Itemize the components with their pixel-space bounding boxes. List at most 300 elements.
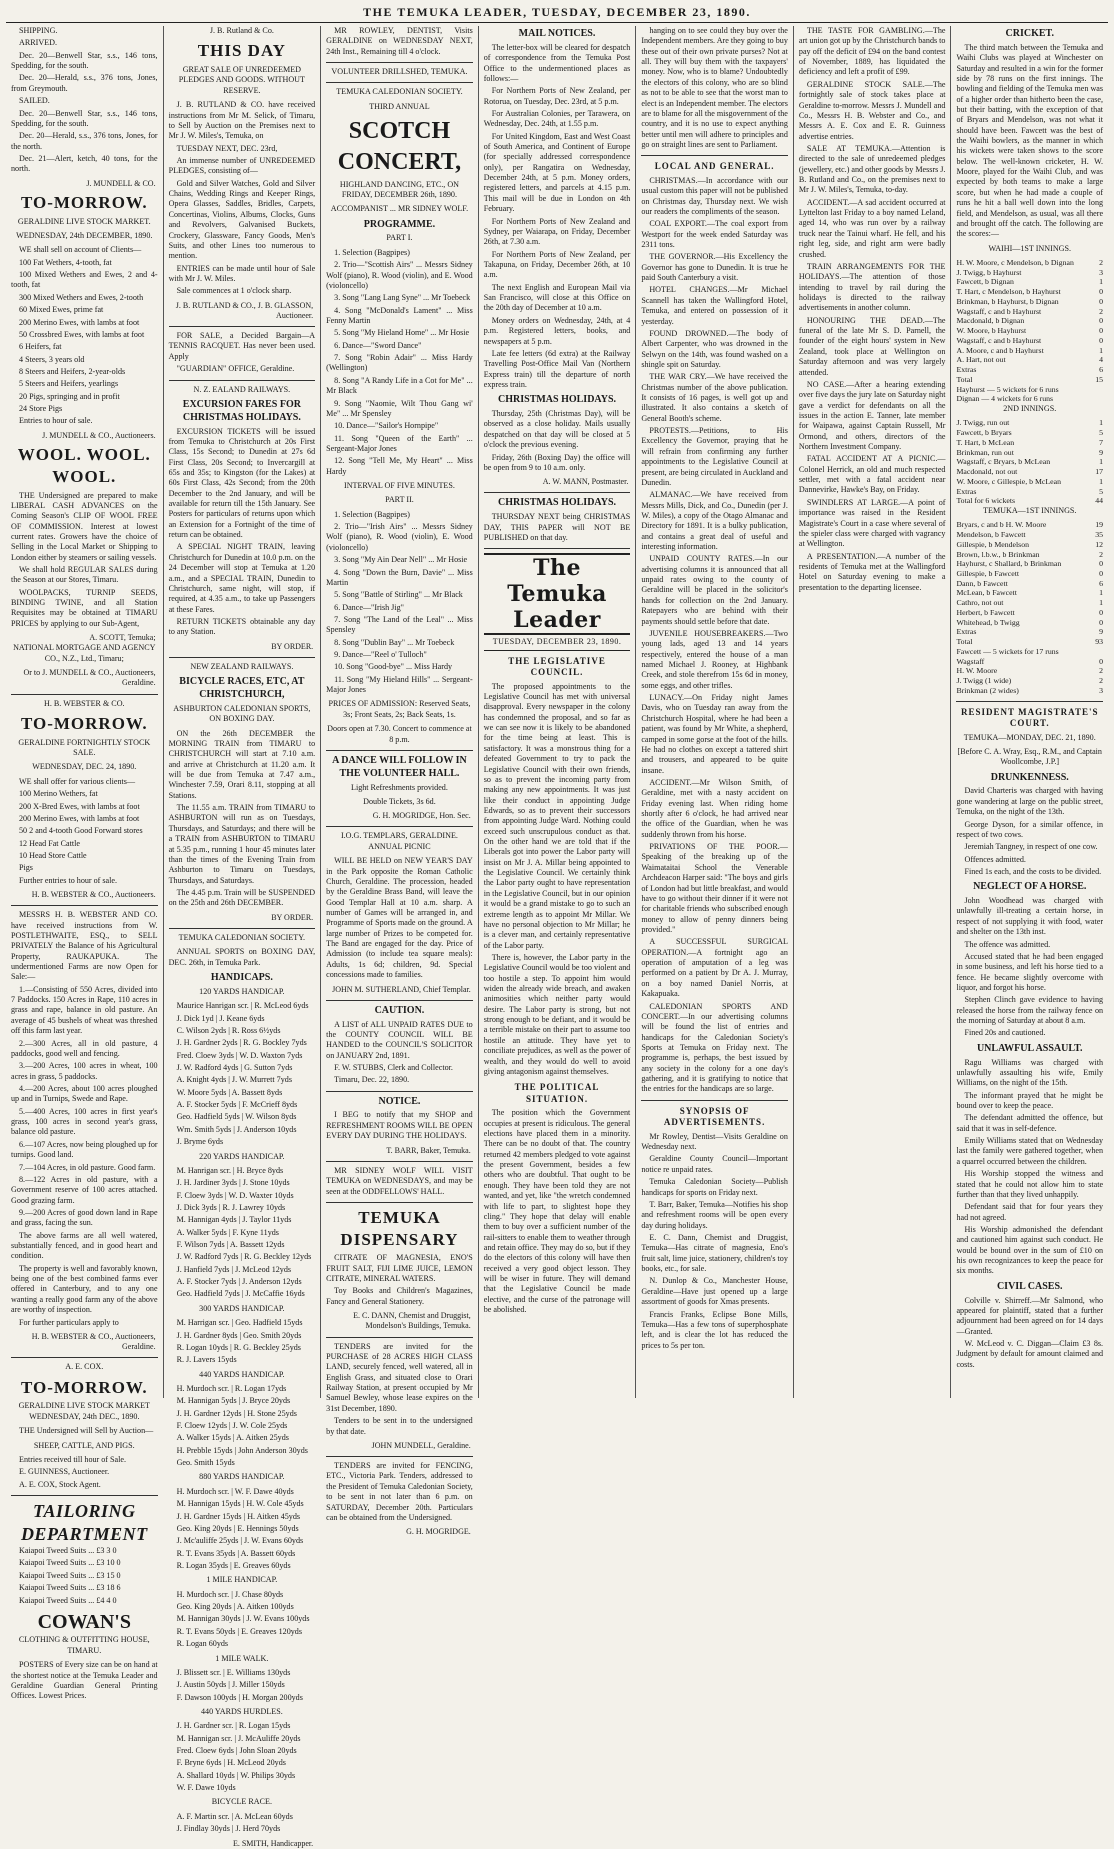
score-row (956, 268, 1103, 278)
score-row (956, 365, 1103, 375)
signature: H. B. WEBSTER & CO., Auctioneers, Geraldine. (31, 1331, 156, 1352)
divider-rule (326, 1091, 473, 1092)
score-row (956, 530, 1103, 540)
column-7 (951, 26, 1108, 1398)
paragraph: 3. Song "Lang Lang Syne" ... Mr Toebeck (334, 293, 471, 303)
score-row (956, 477, 1103, 487)
paragraph: ENTRIES can be made until hour of Sale with Mr J. W. Miles. (168, 263, 316, 283)
score-row (956, 637, 1103, 647)
divider-rule (11, 694, 158, 695)
runs: 35 (1095, 530, 1104, 540)
runs: 0 (1099, 326, 1104, 336)
divider-rule (11, 1357, 158, 1358)
paragraph: For Northern Ports of New Zealand, per Rotorua, on Tuesday, Dec. 23rd, at 5 p.m. (483, 86, 631, 106)
batsman: Macdonald, b Dignan (956, 316, 1025, 326)
paragraph: M. Hanrigan scr. | H. Bryce 8yds (176, 1165, 284, 1175)
text-block (169, 947, 316, 968)
batsman: Total for 6 wickets (956, 496, 1016, 506)
runs: 2 (1099, 666, 1104, 676)
paragraph: The property is well and favorably known, being one of the best combined farms ever offered in Canterbury, and to any one wanting a really good farm any of the above are worthy of inspection. (11, 1263, 158, 1315)
paragraph: Timaru, Dec. 22, 1890. (334, 1075, 410, 1085)
score-table (956, 418, 1103, 506)
centered-line: J. B. Rutland & Co. (209, 26, 274, 35)
paragraph: 4 Steers, 3 years old (19, 354, 85, 364)
divider-rule (326, 82, 473, 83)
paragraph: R. Logan 10yds | R. G. Beckley 25yds (176, 1342, 301, 1352)
centered-line: A. E. COX. (65, 1362, 104, 1372)
centered-line: PRICES OF ADMISSION: Reserved Seats, 3s; Front Seats, 2s; Back Seats, 1s. (328, 699, 471, 719)
paragraph: J. Mc'auliffe 25yds | J. W. Evans 60yds (176, 1536, 304, 1546)
paragraph: 5. Song "Battle of Stirling" ... Mr Black (334, 590, 463, 600)
paragraph: The third match between the Temuka and Waihi Clubs was played at Winchester on Saturday and resulted in a win for the former side by 78 runs on the first innings. The bowling and fielding of the Temuka men was of a higher order than hitherto been the case, but their batting, with the exception of that of Bryars and Mendelson, was not what it should have been. Fawcett was the best of the Waihi bowlers, as the manner in which his wickets were taken shows to the score below. The well-known cricketer, H. W. Moore, played for the Waihi Club, and was expected by both teams to make a large score, but when he had made a couple of runs he hit a ball well down into the long field, and Mendelson, as usual, was all there and brought off the catch. The following are the scores:— (956, 42, 1104, 239)
paragraph: ALMANAC.—We have received from Messrs Mills, Dick, and Co., Dunedin (per J. W. Miles), a copy of the Otago Almanac and Directory for 1891. It is a bulky publication, and contains a great deal of useful and interesting information. (641, 490, 788, 552)
paragraph: 24 Store Pigs (19, 404, 63, 414)
paragraph: Ragu Williams was charged with unlawfully assaulting his wife, Emily Williams, on the night of the 15th. (956, 1057, 1104, 1088)
section-heading: A DANCE WILL FOLLOW IN THE VOLUNTEER HALL. (332, 754, 467, 779)
score-row (956, 657, 1103, 667)
text-block (11, 245, 158, 426)
batsman: Brown, l.b.w., b Brinkman (956, 549, 1040, 559)
paragraph: A SUCCESSFUL SURGICAL OPERATION.—A fortnight ago an operation of amputation of a leg was performed on a patient by Dr A. J. Murray, on a boy named Daniel Norris, at Kakapuaka. (641, 937, 788, 999)
centered-line: GREAT SALE OF UNREDEEMED PLEDGES AND GOODS. WITHOUT RESERVE. (178, 65, 305, 95)
text-block (956, 43, 1103, 240)
text-block (326, 26, 473, 57)
text-block (169, 1721, 316, 1793)
paragraph: There is, however, the Labor party in the Legislative Council would be too violent and too hostile a step. To appoint him would widen the already wide breach, and awaken animosities which neither party would desire. The Labor party is strong, but not strong enough to be defiant, and it would be a terrible mistake on their part to assume too hostile an attitude. They have yet to conciliate prejudices, as well as the power of wealth, and they would do well to avoid giving antagonism against themselves. (483, 952, 631, 1076)
ad-heading: THIS DAY (197, 41, 286, 61)
paragraph: The defendant admitted the offence, but said that it was in self-defence. (956, 1113, 1104, 1133)
paragraph: Jeremiah Tangney, in respect of one cow. (964, 842, 1098, 852)
paragraph: Money orders on Wednesday, 24th, at 4 p.m. Registered letters, books, and newspapers at 5 p.m. (483, 315, 631, 346)
article-title: RESIDENT MAGISTRATE'S COURT. (961, 706, 1099, 729)
paragraph: LUNACY.—On Friday night James Davis, who on Tuesday ran away from the Christchurch Hospital, where he had been a patient, was found by Mr White, a shepherd, camped in some gorse at the foot of the hills. He had no clothes on except a tattered shirt and trousers, and appeared to be quite insane. (641, 693, 788, 775)
paragraph: M. Hannigan 15yds | H. W. Cole 45yds (176, 1499, 304, 1509)
paragraph: A SPECIAL NIGHT TRAIN, leaving Christchurch for Dunedin at 10.0 p.m. on the 24 December will stop at Temuka at 1.20 a.m., and a SPECIAL TRAIN, Dunedin to Christchurch, same night, will stop, if required, at 4.35 a.m., to take up Passengers at these Fares. (168, 542, 316, 614)
runs: 1 (1099, 457, 1104, 467)
batsman: H. W. Moore, c Mendelson, b Dignan (956, 257, 1074, 267)
paragraph: 9.—200 Acres of good down land in Rape and grass, facing the sun. (11, 1207, 158, 1228)
signature: G. H. MOGRIDGE. (406, 1527, 471, 1537)
paragraph: The next English and European Mail via San Francisco, will close at this Office on the 20th day of December at 10 a.m. (483, 282, 631, 313)
ad-heading: TO-MORROW. (20, 713, 148, 733)
score-row (956, 448, 1103, 458)
text-block (326, 248, 473, 477)
text-block (641, 1132, 788, 1351)
runs: 3 (1099, 267, 1104, 277)
batsman: Dignan — 4 wickets for 6 runs (956, 394, 1054, 404)
signature: E. SMITH, Handicapper. (232, 1838, 314, 1848)
paragraph: R. T. Evans 50yds | E. Greaves 120yds (176, 1626, 302, 1636)
batsman: McLean, b Fawcett (956, 588, 1017, 598)
text-block (169, 1812, 316, 1835)
paragraph: TENDERS are invited for FENCING, ETC., Victoria Park. Tenders, addressed to the President of Temuka Caledonian Society, to be sent in not later than 6 p.m. on SATURDAY, December 20th. Particulars can be obtained from the Undersigned. (326, 1461, 473, 1522)
section-heading: CHRISTMAS HOLIDAYS. (498, 394, 617, 406)
paragraph: H. Murdoch scr. | J. Chase 80yds (176, 1589, 284, 1599)
paragraph: Fred. Cloew 3yds | W. D. Waxton 7yds (176, 1050, 303, 1060)
paragraph: J. H. Gardner 8yds | Geo. Smith 20yds (176, 1330, 302, 1340)
paragraph: 1.—Consisting of 550 Acres, divided into 7 Paddocks. 150 Acres in Rape, 110 acres in grass and rape, balance in old pasture. An average of 45 bushels of wheat was threshed off this farm last year. (11, 984, 158, 1036)
paragraph: THE Undersigned are prepared to make LIBERAL CASH ADVANCES on the Coming Season's CLIP OF WOOL FREE OF COMMISSION. Interest at lowest current rates. Growers have the choice of Selling in the Local Market or Shipping to London either by steamers or sailing vessels. (11, 490, 158, 562)
paragraph: 100 Fat Wethers, 4-tooth, fat (19, 257, 112, 267)
text-block (11, 1546, 158, 1606)
paragraph: MR SIDNEY WOLF WILL VISIT TEMUKA on WEDNESDAYS, and may be seen at the ODDFELLOWS' HALL. (326, 1165, 473, 1196)
paragraph: 9. Song "Naomie, Wilt Thou Gang wi' Me" ... Mr Spensley (326, 398, 473, 418)
ad-heading: TO-MORROW. (20, 1377, 148, 1397)
paragraph: J. Dick 1yd | J. Keane 6yds (176, 1013, 265, 1023)
paragraph: J. Austin 50yds | J. Miller 150yds (176, 1680, 285, 1690)
paragraph: 4. Song "Down the Burn, Davie" ... Miss Martin (326, 567, 473, 587)
text-block (799, 26, 946, 593)
score-row (956, 316, 1103, 326)
score-row (956, 550, 1103, 560)
cowans-heading: COWAN'S (37, 1610, 131, 1633)
centered-line: WAIHI—1ST INNINGS. (988, 243, 1072, 253)
text-block (641, 176, 788, 1095)
score-row (956, 559, 1103, 569)
score-row (956, 394, 1103, 404)
paragraph: N. Dunlop & Co., Manchester House, Geraldine—Have just opened up a large assortment of goods for Xmas presents. (641, 1276, 788, 1307)
paragraph: The letter-box will be cleared for despatch of correspondence from the Temuka Post Office to the undermentioned places as follows:— (483, 42, 631, 83)
score-row (956, 438, 1103, 448)
paragraph: Accused stated that he had been engaged in some business, and left his horse tied to a fence. He became slightly overcome with liquor, and forgot his horse. (956, 951, 1104, 992)
centered-line: Doors open at 7.30. Concert to commence at 8 p.m. (327, 724, 472, 744)
text-block (11, 1660, 158, 1701)
paragraph: For United Kingdom, East and West Coast of South America, and Continent of Europe (for specially addressed correspondence only), per Rangatira on Wednesday, December 24th, at 5 p.m. Money orders, registered letters, and parcels at 4.15 p.m. This mail will be due in London on 4th February. (483, 131, 631, 214)
text-block (169, 1384, 316, 1469)
paragraph: A. Shallard 10yds | W. Philips 30yds (176, 1770, 296, 1780)
paragraph: Further entries to hour of sale. (19, 875, 117, 885)
paragraph: For Australian Colonies, per Tarawera, on Wednesday, Dec. 24th, at 1.55 p.m. (483, 108, 631, 129)
runs: 9 (1099, 447, 1104, 457)
batsman: A. Moore, c and b Hayhurst (956, 345, 1044, 355)
section-heading: MAIL NOTICES. (518, 28, 596, 39)
paragraph: H. Murdoch scr. | W. F. Dawe 40yds (176, 1486, 294, 1496)
score-row (956, 307, 1103, 317)
runs: 1 (1099, 476, 1104, 486)
batsman: J. Twigg (1 wide) (956, 676, 1012, 686)
text-block (11, 1426, 158, 1436)
paragraph: For Northern Ports of New Zealand and Sydney, per Waiarapa, on Friday, December 26th, at 7.30 a.m. (483, 216, 631, 247)
score-row (956, 355, 1103, 365)
paragraph: The 11.55 a.m. TRAIN from TIMARU to ASHBURTON will run as on Tuesdays, Thursdays, and Saturdays; and there will be a TRAIN from ASHBURTON to TIMARU at 5.35 p.m., running 1 hour 45 minutes later than the times of the Evening Train from Ashburton to Timaru on Tuesdays, Thursdays, and Saturdays. (168, 803, 316, 885)
centered-line: H. B. WEBSTER & CO. (44, 698, 125, 708)
paragraph: TUESDAY NEXT, DEC. 23rd, (176, 143, 278, 153)
paragraph: M. Harrigan scr. | Geo. Hadfield 15yds (176, 1318, 303, 1328)
section-heading: NEGLECT OF A HORSE. (973, 881, 1087, 893)
batsman: Total (956, 374, 973, 384)
divider-rule (326, 1337, 473, 1338)
paragraph: 5.—400 Acres, 100 acres in first year's grass, 100 acres in second year's grass, balance old pasture. (11, 1106, 158, 1137)
signature: A. W. MANN, Postmaster. (542, 477, 629, 487)
tailoring-heading: TAILORING DEPARTMENT (20, 1501, 148, 1545)
centered-line: 440 YARDS HANDICAP. (199, 1369, 285, 1379)
runs: 3 (1099, 685, 1104, 695)
runs: 12 (1095, 539, 1104, 549)
batsman: Wagstaff, c and b Hayhurst (956, 335, 1042, 345)
score-row (956, 627, 1103, 637)
signature: A. SCOTT, Temuka; (89, 633, 156, 643)
runs (1081, 385, 1103, 395)
paragraph: J. Blissett scr. | E. Williams 130yds (176, 1667, 291, 1677)
centered-line: NATIONAL MORTGAGE AND AGENCY CO., N.Z., Ltd., Timaru; (13, 643, 156, 663)
section-heading: HANDICAPS. (210, 972, 273, 984)
score-row (956, 487, 1103, 497)
score-row (956, 258, 1103, 268)
batsman: Extras (956, 365, 977, 375)
paragraph: ON the 26th DECEMBER the MORNING TRAIN from TIMARU to CHRISTCHURCH will start at 7.10 a.m. and arrive at Christchurch at 11.20 a.m. It will be due from Temuka at 7.47 a.m., Winchester 7.59, Orari 8.11, stopping at all Stations. (168, 728, 316, 800)
runs: 17 (1095, 467, 1104, 477)
article-title: THE POLITICAL SITUATION. (514, 1082, 600, 1104)
paragraph: 60 Mixed Ewes, prime fat (19, 305, 104, 315)
paragraph: Emily Williams stated that on Wednesday last the family were gathered together, when a quarrel occurred between the children. (956, 1136, 1104, 1166)
text-block (169, 1487, 316, 1572)
text-block (326, 1166, 473, 1197)
newspaper-title: The Temuka Leader (484, 553, 631, 635)
section-heading: DRUNKENNESS. (990, 771, 1069, 783)
score-row (956, 326, 1103, 336)
paragraph: 100 Merino Wethers, fat (19, 789, 98, 799)
text-block (326, 1342, 473, 1437)
batsman: A. Hart, not out (956, 355, 1006, 365)
paragraph: R. J. Lavers 15yds (176, 1355, 237, 1365)
paragraph: C. Wilson 2yds | R. Ross 6½yds (176, 1025, 281, 1035)
centered-line: CLOTHING & OUTFITTING HOUSE, TIMARU. (18, 1635, 150, 1655)
runs: 6 (1099, 365, 1104, 375)
text-block (169, 729, 316, 909)
batsman: Cathro, not out (956, 598, 1004, 608)
paragraph: George Dyson, for a similar offence, in respect of two cows. (956, 819, 1104, 839)
paragraph: A. Knight 4yds | J. W. Murrett 7yds (176, 1075, 292, 1085)
runs: 2 (1099, 549, 1104, 559)
centered-line: Double Tickets, 3s 6d. (363, 796, 436, 806)
paragraph: POSTERS of Every size can be on hand at the shortest notice at the Temuka Leader and Geraldine Guardian General Printing Offices. Lowest Prices. (11, 1660, 158, 1701)
score-row (956, 346, 1103, 356)
score-row (956, 666, 1103, 676)
signature: T. BARR, Baker, Temuka. (386, 1145, 471, 1155)
divider-rule (326, 750, 473, 751)
paragraph: Temuka Caledonian Society—Publish handicaps for sports on Friday next. (641, 1177, 788, 1197)
text-block (169, 1668, 316, 1703)
runs (1081, 394, 1103, 404)
paragraph: Kaiapoi Tweed Suits ... £3 3 0 (19, 1546, 117, 1556)
paragraph: WOOLPACKS, TURNIP SEEDS, BINDING TWINE, and all Station Requisites may be obtained at TIMARU PRICES by applying to our Sub-Agent, (11, 587, 158, 628)
text-block (11, 777, 158, 886)
paragraph: Sale commences at 1 o'clock sharp. (176, 286, 292, 296)
text-block (169, 100, 316, 296)
paragraph: 7. Song "The Land of the Leal" ... Miss Spensley (326, 614, 473, 635)
paragraph: 10 Head Store Cattle (19, 850, 87, 860)
paragraph: F. Cloew 3yds | W. D. Waxter 10yds (176, 1190, 294, 1200)
column-6 (794, 26, 952, 1398)
paragraph: Geo. Hadfield 7yds | J. McCaffie 16yds (176, 1289, 305, 1299)
runs: 2 (1099, 257, 1104, 267)
paragraph: Kaiapoi Tweed Suits ... £4 4 0 (19, 1595, 117, 1605)
text-block (484, 1108, 631, 1315)
section-heading: PROGRAMME. (363, 218, 436, 230)
paragraph: W. Moore 5yds | A. Bassett 8yds (176, 1087, 283, 1097)
paragraph: Kaiapoi Tweed Suits ... £3 10 0 (19, 1558, 121, 1568)
score-row (956, 608, 1103, 618)
column-4 (479, 26, 637, 1398)
paragraph: J. H. Jardiner 3yds | J. Stone 10yds (176, 1178, 290, 1188)
paragraph: J. Findlay 30yds | J. Herd 70yds (176, 1824, 281, 1834)
score-row (956, 569, 1103, 579)
paragraph: J. Bryme 6yds (176, 1137, 224, 1147)
batsman: Gillespie, b Fawcett (956, 569, 1020, 578)
divider-rule (169, 380, 316, 381)
paragraph: SAILED. (19, 96, 50, 106)
centered-line: SHEEP, CATTLE, AND PIGS. (33, 1440, 135, 1450)
paragraph: 6 Heifers, fat (19, 342, 62, 352)
divider-rule (169, 928, 316, 929)
section-heading: BICYCLE RACES, ETC, AT CHRISTCHURCH, (179, 676, 305, 701)
paragraph: 2. Trio—"Irish Airs" ... Messrs Sidney Wolf (piano), R. Wood (violin), E. Wood (violoncello) (326, 522, 473, 552)
paragraph: WE shall offer for various clients— (19, 776, 136, 786)
signature: E. C. DANN, Chemist and Druggist, Mondelson's Buildings, Temuka. (353, 1311, 471, 1331)
divider-rule (326, 1161, 473, 1162)
paragraph: THE WAR CRY.—We have received the Christmas number of the above publication. It consists of 16 pages, is well got up and illustrated. It also contains a sketch of General Booth's scheme. (641, 372, 788, 423)
paragraph: F. Cloew 12yds | J. W. Cole 25yds (176, 1421, 288, 1431)
paragraph: TENDERS are invited for the PURCHASE of 28 ACRES HIGH CLASS LAND, securely fenced, well watered, all in English Grass, and situated close to Orari Railway Station, at present occupied by Mr Samuel Bewley, whose lease expires on the 31st December, 1890. (326, 1341, 473, 1413)
score-row (956, 496, 1103, 506)
section-heading: CIVIL CASES. (996, 1280, 1063, 1292)
divider-rule (11, 1495, 158, 1496)
paragraph: R. T. Evans 35yds | A. Bassett 60yds (176, 1548, 296, 1558)
signature: BY ORDER. (271, 912, 314, 922)
paragraph: GERALDINE STOCK SALE.—The fortnightly sale of stock takes place at Geraldine to-morrow. Messrs J. Mundell and Co., Messrs H. B. Webster and Co., and Messrs A. E. Cox and E. R. Guinness advertise entries. (798, 79, 946, 141)
runs: 0 (1099, 617, 1104, 627)
paragraph: hanging on to see could they buy over the Independent members. Are they going to buy these out of their own private purses? Not at all. They will buy them with the taxpayers' money. Now, who is to blame? Undoubtedly the electors of this colony, who are so blind as not to be able to see that the worst man to elect is an Independent member. The electors are to blame for all the misgovernment of the country, and it is no use to expect anything better until men will adhere to principles and go on straight lines are sent to Parliament. (641, 26, 788, 149)
runs: 2 (1099, 676, 1104, 686)
signature: H. B. WEBSTER & CO., Auctioneers. (31, 890, 156, 900)
ad-heading-large: SCOTCH CONCERT, (337, 118, 462, 175)
centered-line: WEDNESDAY, DEC. 24, 1890. (32, 762, 137, 772)
centered-line: 300 YARDS HANDICAP. (199, 1303, 285, 1313)
paragraph: David Charteris was charged with having gone wandering at large on the public street, Temuka, on the night of the 13th. (956, 786, 1104, 817)
paragraph: The offence was admitted. (964, 939, 1051, 949)
paragraph: Stephen Clinch gave evidence to having released the horse from the railway fence on the morning of Saturday at about 8 a.m. (956, 995, 1104, 1026)
paragraph: Fined 1s each, and the costs to be divided. (964, 866, 1102, 876)
section-heading: CHRISTMAS HOLIDAYS. (498, 497, 617, 509)
paragraph: W. McLeod v. C. Diggan—Claim £3 8s. Judgment by default for amount claimed and costs. (956, 1339, 1104, 1369)
paragraph: PROTESTS.—Petitions, to His Excellency the Governor, praying that he will refrain from confirming any further appointments to the Legislative Council at present, are being circulated in Auckland and Dunedin. (641, 426, 788, 487)
paragraph: ARRIVED. (19, 38, 57, 48)
column-3 (321, 26, 479, 1537)
paragraph: Mr Rowley, Dentist—Visits Geraldine on Wednesday next. (641, 1131, 788, 1152)
paragraph: Dec. 20—Benwell Star, s.s., 146 tons, Spedding, for the south. (11, 50, 158, 71)
text-block (956, 786, 1103, 877)
paragraph: HONOURING THE DEAD.—The funeral of the late Mr S. D. Parnell, the founder of the eight hours' system in New Zealand, took place at Wellington on Saturday afternoon and was very largely attended. (798, 315, 946, 377)
centered-line: BICYCLE RACE. (211, 1797, 272, 1807)
paragraph: Kaiapoi Tweed Suits ... £3 15 0 (19, 1570, 121, 1580)
score-row (956, 686, 1103, 696)
runs: 1 (1099, 277, 1104, 287)
score-row (956, 579, 1103, 589)
runs: 19 (1095, 520, 1104, 530)
paragraph: Geo. King 20yds | A. Aitken 100yds (176, 1602, 294, 1612)
columns-container (6, 26, 1108, 1848)
centered-line: I.O.G. TEMPLARS, GERALDINE. ANNUAL PICNIC (340, 831, 458, 851)
runs: 2 (1099, 306, 1104, 316)
centered-line: GERALDINE LIVE STOCK MARKET WEDNESDAY, 24th DEC., 1890. (18, 1401, 150, 1421)
paragraph: Offences admitted. (964, 854, 1026, 864)
paragraph: Dec. 20—Herald, s.s., 376 tons, Jones, for the north. (11, 131, 158, 151)
divider-rule (326, 1202, 473, 1203)
paragraph: A. E. COX, Stock Agent. (19, 1479, 101, 1489)
paragraph: The informant prayed that he might be bound over to keep the peace. (956, 1090, 1104, 1111)
paragraph: 8. Song "Dublin Bay" ... Mr Toebeck (334, 637, 455, 647)
text-block (169, 427, 316, 638)
paragraph: R. Logan 35yds | E. Greaves 60yds (176, 1561, 291, 1570)
batsman: Wagstaff (956, 656, 985, 666)
runs: 9 (1099, 627, 1104, 637)
batsman: Dann, b Fawcett (956, 578, 1008, 588)
score-row (956, 588, 1103, 598)
centered-line: ACCOMPANIST ... MR SIDNEY WOLF. (330, 204, 469, 214)
score-row (956, 277, 1103, 287)
paragraph: Colville v. Shirreff.—Mr Salmond, who appeared for plaintiff, stated that a further adjournment had been agreed on for 14 days—Granted. (956, 1295, 1104, 1336)
article-title: THE LEGISLATIVE COUNCIL. (508, 655, 606, 678)
paragraph: CITRATE OF MAGNESIA, ENO'S FRUIT SALT, FIJI LIME JUICE, LEMON CITRATE, MINERAL WATERS. (326, 1253, 473, 1284)
paragraph: 3. Song "My Ain Dear Nell" ... Mr Hosie (334, 555, 468, 565)
batsman: Mendelson, b Fawcett (956, 530, 1026, 540)
text-block (641, 26, 788, 150)
runs: 0 (1099, 607, 1104, 617)
paragraph: 6.—107 Acres, now being ploughed up for turnips. Good land. (11, 1139, 158, 1160)
paragraph: "GUARDIAN" OFFICE, Geraldine. (176, 364, 295, 374)
batsman: Hayhurst, c Shallard, b Brinkman (956, 559, 1062, 569)
paragraph: THE GOVERNOR.—His Excellency the Governor has gone to Dunedin. It is true he paid South Canterbury a visit. (641, 252, 788, 283)
text-block (11, 26, 158, 175)
batsman: Total (956, 637, 973, 647)
article-title: LOCAL AND GENERAL. (654, 161, 775, 172)
centered-line: N. Z. EALAND RAILWAYS. (193, 384, 291, 394)
centered-line: PART I. (386, 233, 413, 243)
centered-line: 880 YARDS HANDICAP. (199, 1472, 285, 1482)
paragraph: 20 Pigs, springing and in profit (19, 391, 120, 401)
article-title: SYNOPSIS OF ADVERTISEMENTS. (663, 1105, 766, 1128)
paragraph: ACCIDENT.—A sad accident occurred at Lyttelton last Friday to a boy named Leland, aged 14, who was run over by a railway truck near the Tainui wharf. He fell, and his right leg, side, and right arm were badly crushed. (798, 197, 946, 259)
score-row (956, 598, 1103, 608)
paragraph: 100 Mixed Wethers and Ewes, 2 and 4-tooth, fat (11, 270, 158, 290)
batsman: Hayhurst — 5 wickets for 6 runs (956, 384, 1059, 394)
text-block (956, 1296, 1103, 1371)
divider-rule (326, 1000, 473, 1001)
text-block (11, 1455, 158, 1490)
score-row (956, 520, 1103, 530)
paragraph: 1. Selection (Bagpipes) (334, 247, 410, 257)
paragraph: R. Logan 60yds (176, 1639, 229, 1649)
paragraph: Pigs (19, 863, 33, 873)
paragraph: MR ROWLEY, DENTIST, Visits GERALDINE on WEDNESDAY NEXT, 24th Inst., Remaining till 4 o'clock. (326, 26, 473, 56)
centered-line: TEMUKA CALEDONIAN SOCIETY. (178, 932, 306, 942)
batsman: J. Twigg, b Hayhurst (956, 267, 1022, 277)
paragraph: Entries to hour of sale. (19, 416, 93, 426)
batsman: Brinkman, run out (956, 447, 1014, 457)
paragraph: The proposed appointments to the Legislative Council has met with universal disapproval. Every newspaper in the colony has condemned the proposal, and so far as we can see now it is likely to be abandoned for the time being at least. This is satisfactory. It was a monstrous thing for a defeated Government to try to pack the Legislative Council with their own friends, so as to prevent the incoming party from making any new appointments. It was just like their conduct in appointing Judge Edwards, so as to prevent their successors from appointing Judge Ward. Nothing could exceed such unscrupulous conduct as that. On the other hand we are told that if the Liberals got into power the Labor party will insist on Mr J. A. Millar being appointed to the Legislative Council. We certainly think the Labor party ought to have representation in the Legislative Council, but in our opinion it would be a grand mistake to go to such an extreme length as to appoint Mr Millar. We have no personal objection to Mr Millar; he is a clever man, and certainly representative of the Labor party. (483, 681, 631, 950)
divider-rule (641, 1100, 788, 1101)
paragraph: 1. Selection (Bagpipes) (334, 509, 410, 519)
paragraph: The above farms are all well watered, substantially fenced, and in good heart and condition. (11, 1230, 158, 1261)
centered-line: PART II. (385, 495, 414, 505)
paragraph: J. H. Gardner 12yds | H. Stone 25yds (176, 1408, 297, 1418)
paragraph: PRIVATIONS OF THE POOR.—Speaking of the breaking up of the Waimataitai School the Venerable Archdeacon Harper said: "The boys and girls of London had but little breakfast, and would have to go without their dinner if it were not for charitable friends who subscribed enough money to allow of penny dinners being provided." (641, 842, 788, 934)
batsman: Fawcett — 5 wickets for 17 runs (956, 646, 1059, 656)
paragraph: F. Wilson 7yds | A. Bassett 12yds (176, 1240, 285, 1250)
paragraph: A. Walker 15yds | A. Aitken 25yds (176, 1433, 289, 1443)
paragraph: M. Hannigan scr. | J. McAuliffe 20yds (176, 1733, 301, 1743)
runs: 15 (1095, 374, 1104, 384)
